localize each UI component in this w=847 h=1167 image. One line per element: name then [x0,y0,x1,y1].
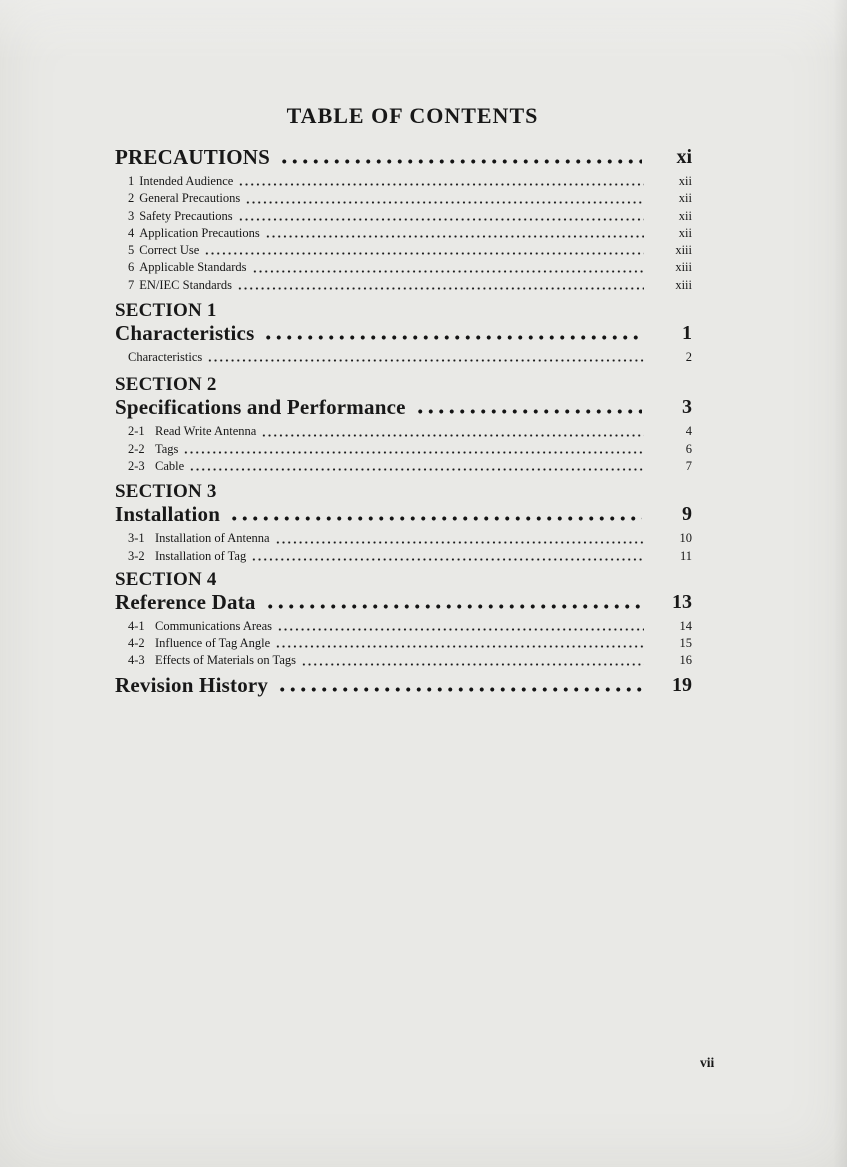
scan-shading [833,0,847,1167]
toc-item-page: xii [678,208,692,223]
toc-heading-row [115,395,692,419]
toc-item-number: 4-1 [128,618,145,633]
toc-item-label: Characteristics [128,350,203,365]
dot-leader [261,433,644,438]
dot-leader [415,408,642,415]
toc-item-label: Communications Areas [155,618,272,633]
toc-item-number: 4-3 [128,653,145,668]
toc-item-page: 7 [685,458,692,473]
dot-leader [207,358,644,363]
toc-item-number: 5 [128,243,135,258]
section-title: Installation [115,502,221,527]
dot-leader [238,217,644,222]
toc-item-label: Intended Audience [139,174,234,188]
toc-item-label: Installation of Antenna [155,531,270,546]
section-page-number: 1 [682,322,692,345]
dot-leader [275,644,644,649]
toc-item-page: xiii [675,260,692,275]
toc-heading-row [115,590,692,614]
toc-item-number: 3-2 [128,548,145,563]
section-page-number: 9 [682,503,692,526]
toc-item-list [115,530,692,565]
toc-section-3 [115,481,692,565]
dot-leader [229,515,642,522]
toc-item [115,173,692,190]
toc-item-page: 6 [685,441,692,456]
section-page-number: 3 [682,396,692,419]
toc-item [115,441,692,458]
toc-section-4 [115,569,692,670]
toc-item-page: xiii [675,277,692,292]
toc-item-label: Read Write Antenna [155,424,257,439]
section-eyebrow: SECTION 2 [115,374,217,396]
toc-item-number: 7 [128,277,135,292]
dot-leader [279,158,642,165]
toc-item-number: 6 [128,260,135,275]
dot-leader [189,467,644,472]
toc-item-number: 2-2 [128,441,145,456]
dot-leader [251,557,644,562]
toc-item-label: Installation of Tag [155,548,247,563]
toc-item-number: 3 [128,208,135,223]
dot-leader [277,627,644,632]
toc-item-page: xii [678,225,692,240]
toc-item-label: Correct Use [139,243,200,258]
toc-item-page: 11 [679,548,692,563]
toc-item-page: 10 [679,531,692,546]
toc-item-number: 4 [128,225,135,240]
dot-leader [275,540,644,545]
toc-item-number: 2 [128,191,135,206]
toc-item-label: EN/IEC Standards [139,277,232,292]
dot-leader [245,200,644,205]
toc-item-page: 15 [679,636,692,651]
toc-item-number: 2-1 [128,424,145,439]
toc-item-number: 2-3 [128,458,145,473]
toc-item [115,225,692,242]
toc-item-page: 4 [685,424,692,439]
section-title: Reference Data [115,589,256,614]
section-title: Characteristics [115,321,255,346]
toc-item [115,530,692,547]
dot-leader [237,286,644,291]
toc-item [115,208,692,225]
toc-item [115,423,692,440]
toc-item-page: 2 [685,350,692,365]
toc-item-label: Tags [155,441,179,456]
toc-content [115,104,692,697]
toc-item [115,618,692,635]
toc-item-list [115,423,692,475]
toc-item-number: 3-1 [128,531,145,546]
toc-item-page: xii [678,191,692,206]
toc-item [115,242,692,259]
toc-chapter-precautions [115,145,692,294]
toc-item-page: 16 [679,653,692,668]
section-eyebrow: SECTION 1 [115,300,217,322]
dot-leader [204,251,644,256]
toc-chapter-revision-history [115,673,692,697]
toc-item [115,548,692,565]
section-title: Specifications and Performance [115,395,406,420]
dot-leader [277,686,642,693]
toc-heading-row [115,673,692,697]
chapter-page-number: xi [676,146,692,168]
toc-item [115,277,692,294]
toc-item [115,635,692,652]
toc-item-number: 1 [128,174,135,188]
toc-item-label: Effects of Materials on Tags [155,653,296,668]
toc-item [115,190,692,207]
scan-shading [0,0,847,60]
toc-item-list [115,349,692,366]
dot-leader [265,603,642,610]
toc-item-page: xiii [675,243,692,258]
toc-item-label: Cable [155,458,185,473]
toc-heading-row [115,321,692,345]
dot-leader [252,269,644,274]
toc-item [115,652,692,669]
page-title: TABLE OF CONTENTS [286,103,539,128]
chapter-page-number: 19 [672,673,692,696]
dot-leader [183,450,644,455]
toc-heading-row [115,502,692,526]
dot-leader [265,234,644,239]
toc-item-label: Application Precautions [139,225,260,240]
section-eyebrow: SECTION 3 [115,481,217,503]
toc-section-1 [115,300,692,366]
toc-item [115,259,692,276]
toc-item-number: 4-2 [128,636,145,651]
toc-item-list [115,173,692,294]
toc-item-label: Influence of Tag Angle [155,636,271,651]
toc-item-page: 14 [679,618,692,633]
section-eyebrow: SECTION 4 [115,568,217,590]
toc-item-label: Safety Precautions [139,208,233,223]
toc-item [115,349,692,366]
toc-section-2 [115,374,692,475]
dot-leader [238,182,644,187]
toc-heading-row [115,145,692,169]
toc-item-label: General Precautions [139,191,241,206]
dot-leader [263,334,642,341]
toc-item-list [115,618,692,670]
section-page-number: 13 [672,590,692,613]
chapter-title: Revision History [115,672,269,697]
chapter-title: PRECAUTIONS [115,145,271,169]
dot-leader [301,662,644,667]
toc-item [115,458,692,475]
toc-item-label: Applicable Standards [139,260,247,275]
toc-item-page: xii [678,174,692,188]
page-footer-number: vii [700,1055,715,1070]
